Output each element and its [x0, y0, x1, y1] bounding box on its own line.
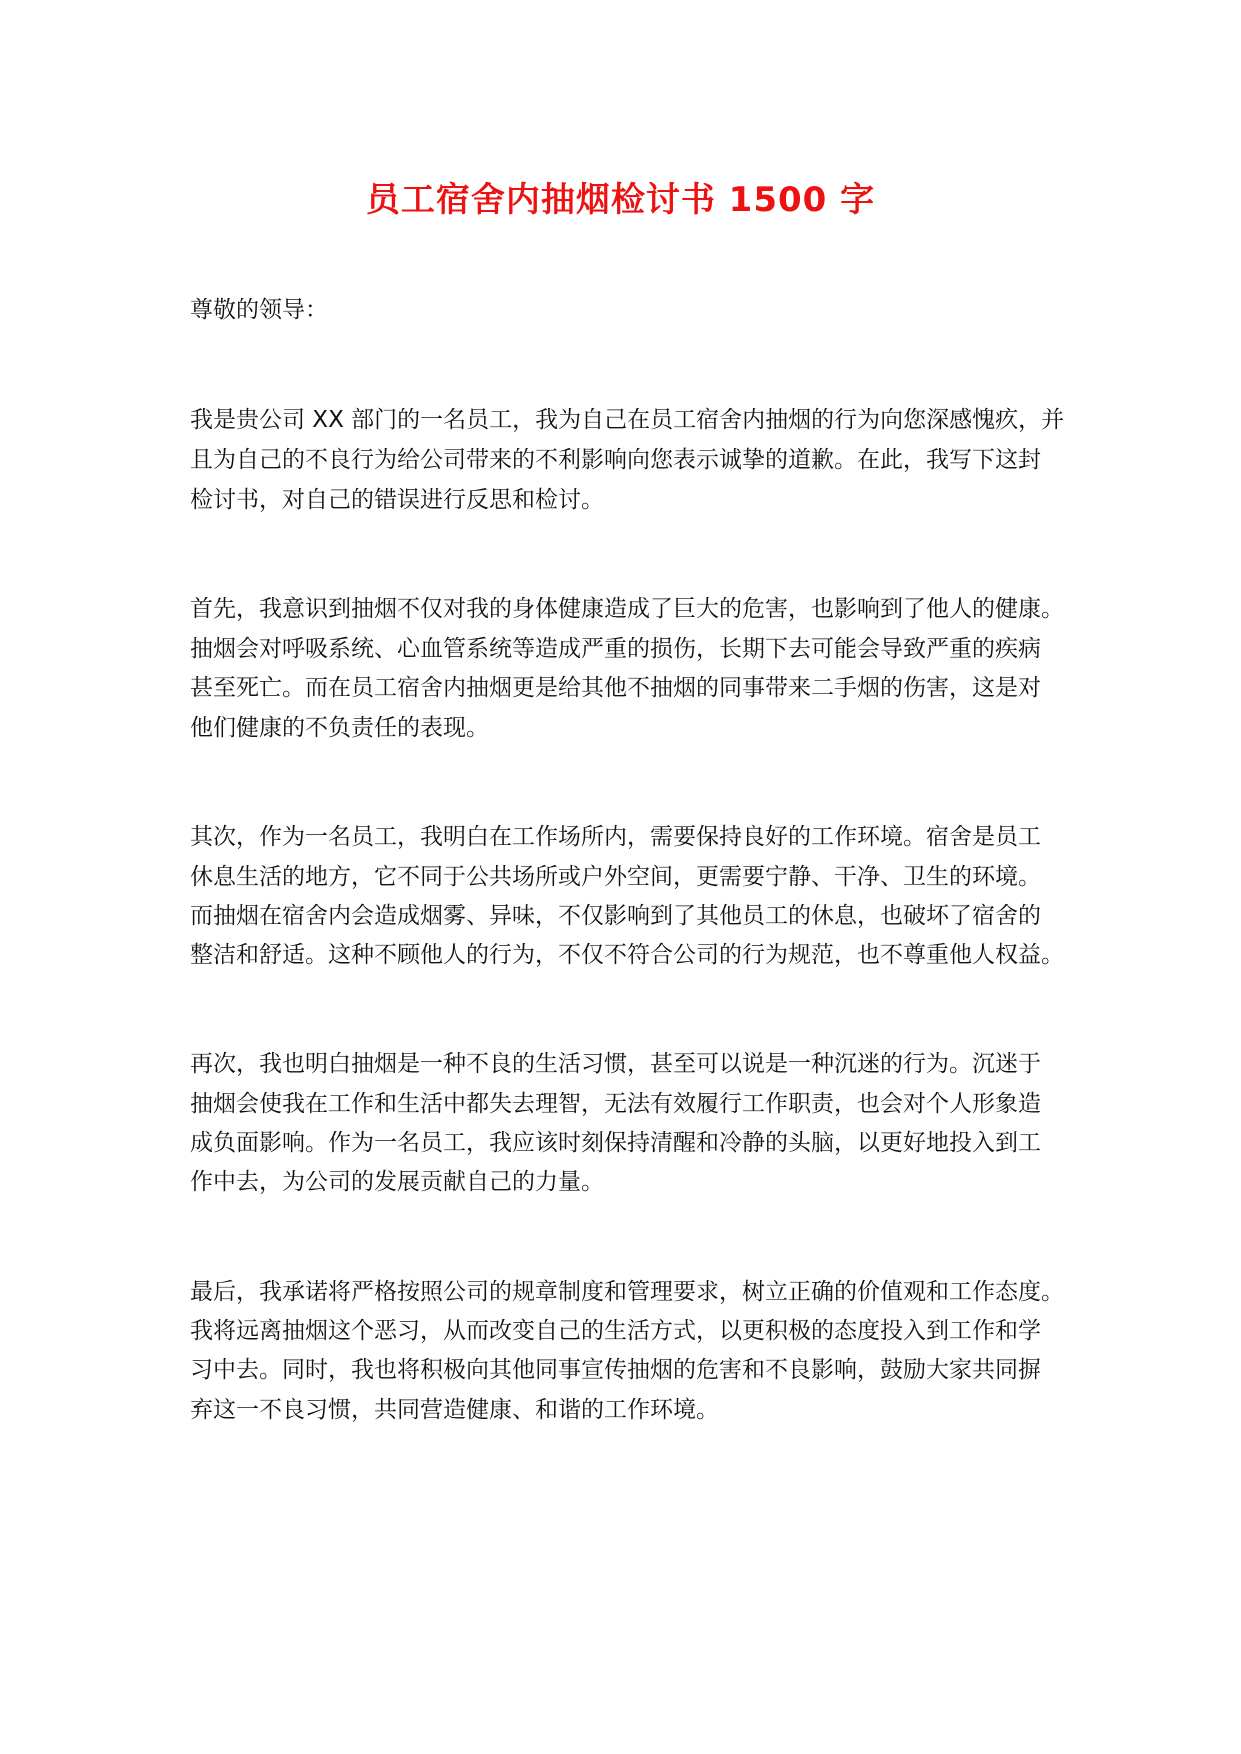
paragraph-line: 检讨书，对自己的错误进行反思和检讨。 [190, 487, 604, 513]
paragraph-line: 习中去。同时，我也将积极向其他同事宣传抽烟的危害和不良影响，鼓励大家共同摒 [190, 1357, 1041, 1383]
paragraph-line: 抽烟会使我在工作和生活中都失去理智，无法有效履行工作职责，也会对个人形象造 [190, 1091, 1041, 1117]
paragraph-line: 甚至死亡。而在员工宿舍内抽烟更是给其他不抽烟的同事带来二手烟的伤害，这是对 [190, 675, 1041, 701]
salutation: 尊敬的领导： [190, 297, 328, 323]
paragraph-line: 抽烟会对呼吸系统、心血管系统等造成严重的损伤，长期下去可能会导致严重的疾病 [190, 636, 1041, 662]
paragraph-line: 我将远离抽烟这个恶习，从而改变自己的生活方式，以更积极的态度投入到工作和学 [190, 1318, 1041, 1344]
paragraph-line: 最后，我承诺将严格按照公司的规章制度和管理要求，树立正确的价值观和工作态度。 [190, 1279, 1064, 1305]
paragraph-line: 首先，我意识到抽烟不仅对我的身体健康造成了巨大的危害，也影响到了他人的健康。 [190, 596, 1064, 622]
paragraph-line: 休息生活的地方，它不同于公共场所或户外空间，更需要宁静、干净、卫生的环境。 [190, 864, 1041, 890]
paragraph-line: 作中去，为公司的发展贡献自己的力量。 [190, 1169, 604, 1195]
paragraph-line: 再次，我也明白抽烟是一种不良的生活习惯，甚至可以说是一种沉迷的行为。沉迷于 [190, 1051, 1041, 1077]
paragraph-line: 他们健康的不负责任的表现。 [190, 715, 489, 741]
paragraph-line: 而抽烟在宿舍内会造成烟雾、异味，不仅影响到了其他员工的休息，也破坏了宿舍的 [190, 903, 1041, 929]
paragraph-line: 弃这一不良习惯，共同营造健康、和谐的工作环境。 [190, 1397, 719, 1423]
paragraph-line: 且为自己的不良行为给公司带来的不利影响向您表示诚挚的道歉。在此，我写下这封 [190, 447, 1041, 473]
paragraph-line: 整洁和舒适。这种不顾他人的行为，不仅不符合公司的行为规范，也不尊重他人权益。 [190, 942, 1064, 968]
paragraph-line: 我是贵公司 XX 部门的一名员工，我为自己在员工宿舍内抽烟的行为向您深感愧疚，并 [190, 407, 1065, 433]
paragraph-line: 其次，作为一名员工，我明白在工作场所内，需要保持良好的工作环境。宿舍是员工 [190, 824, 1041, 850]
document-title: 员工宿舍内抽烟检讨书 1500 字 [365, 180, 876, 220]
paragraph-line: 成负面影响。作为一名员工，我应该时刻保持清醒和冷静的头脑，以更好地投入到工 [190, 1130, 1041, 1156]
